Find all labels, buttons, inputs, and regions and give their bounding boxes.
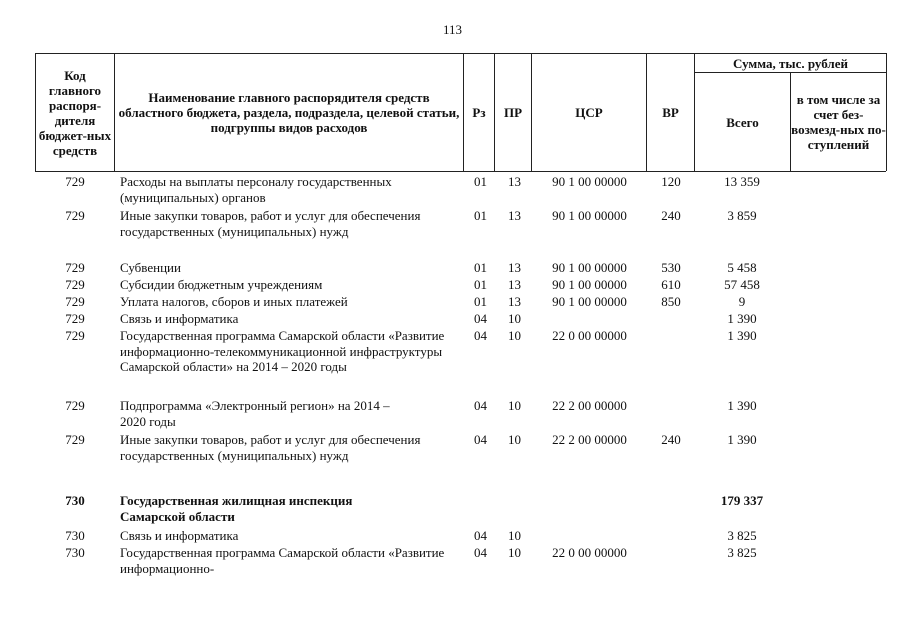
cell-name: Подпрограмма «Электронный регион» на 2014 – 2020 годы	[120, 398, 390, 429]
cell-vr: 240	[661, 432, 681, 447]
header-sum: Сумма, тыс. рублей	[733, 55, 848, 71]
cell-rz: 04	[474, 432, 487, 447]
cell-name: Расходы на выплаты персоналу государственных (муниципальных) органов	[120, 174, 392, 205]
cell-code: 729	[65, 277, 85, 292]
cell-total: 1 390	[727, 432, 757, 447]
cell-csr: 90 1 00 00000	[552, 208, 627, 223]
col-border-right	[886, 53, 887, 171]
cell-total: 1 390	[727, 398, 757, 413]
cell-pr: 10	[508, 311, 521, 326]
cell-total: 179 337	[720, 493, 764, 508]
cell-rz: 01	[474, 294, 487, 309]
header-pr: ПР	[503, 105, 523, 120]
header-csr: ЦСР	[575, 105, 603, 120]
cell-total: 3 825	[727, 528, 757, 543]
header-rz: Рз	[472, 105, 486, 120]
cell-csr: 22 0 00 00000	[552, 328, 627, 343]
col-border-left	[35, 53, 36, 171]
cell-vr: 610	[661, 277, 681, 292]
cell-pr: 13	[508, 260, 521, 275]
cell-csr: 22 2 00 00000	[552, 432, 627, 447]
cell-code: 729	[65, 174, 85, 189]
cell-vr: 530	[661, 260, 681, 275]
cell-rz: 01	[474, 208, 487, 223]
header-name: Наименование главного распорядителя средств областного бюджета, раздела, подраздела, целевой статьи, подгруппы видов расходов	[118, 90, 460, 135]
cell-code: 730	[65, 528, 85, 543]
cell-name: Иные закупки товаров, работ и услуг для обеспечения государственных (муниципальных) нужд	[120, 432, 421, 463]
cell-csr: 90 1 00 00000	[552, 294, 627, 309]
cell-rz: 01	[474, 277, 487, 292]
page-number: 113	[442, 22, 463, 37]
cell-code: 729	[65, 294, 85, 309]
cell-name: Субвенции	[120, 260, 181, 275]
cell-total: 5 458	[727, 260, 757, 275]
cell-name: Связь и информатика	[120, 528, 239, 543]
cell-rz: 04	[474, 398, 487, 413]
cell-rz: 04	[474, 311, 487, 326]
cell-pr: 13	[508, 294, 521, 309]
cell-rz: 04	[474, 328, 487, 343]
cell-pr: 13	[508, 277, 521, 292]
cell-code: 730	[65, 493, 85, 508]
cell-total: 1 390	[727, 328, 757, 343]
header-bottom-border	[35, 171, 886, 172]
cell-csr: 90 1 00 00000	[552, 174, 627, 189]
cell-vr: 120	[661, 174, 681, 189]
cell-code: 729	[65, 311, 85, 326]
cell-pr: 13	[508, 208, 521, 223]
cell-name: Государственная программа Самарской области «Развитие информационно-	[120, 545, 445, 576]
cell-code: 729	[65, 432, 85, 447]
cell-code: 730	[65, 545, 85, 560]
cell-code: 729	[65, 398, 85, 413]
cell-total: 3 825	[727, 545, 757, 560]
cell-name: Уплата налогов, сборов и иных платежей	[120, 294, 348, 309]
cell-total: 9	[738, 294, 746, 309]
cell-csr: 90 1 00 00000	[552, 277, 627, 292]
col-border-code	[114, 53, 115, 171]
header-vr: ВР	[662, 105, 679, 120]
header-total: Всего	[726, 114, 759, 130]
header-gratis: в том числе за счет без-возмезд-ных по-ступлений	[791, 92, 886, 152]
cell-total: 57 458	[724, 277, 760, 292]
cell-code: 729	[65, 328, 85, 343]
cell-rz: 04	[474, 545, 487, 560]
cell-name: Субсидии бюджетным учреждениям	[120, 277, 323, 292]
cell-total: 1 390	[727, 311, 757, 326]
cell-code: 729	[65, 208, 85, 223]
cell-rz: 04	[474, 528, 487, 543]
cell-csr: 90 1 00 00000	[552, 260, 627, 275]
cell-total: 13 359	[724, 174, 760, 189]
cell-code: 729	[65, 260, 85, 275]
cell-rz: 01	[474, 260, 487, 275]
cell-pr: 10	[508, 328, 521, 343]
cell-pr: 10	[508, 432, 521, 447]
cell-pr: 10	[508, 528, 521, 543]
cell-name: Государственная жилищная инспекция Самарской области	[120, 493, 353, 524]
cell-pr: 13	[508, 174, 521, 189]
cell-vr: 850	[661, 294, 681, 309]
cell-pr: 10	[508, 398, 521, 413]
cell-csr: 22 0 00 00000	[552, 545, 627, 560]
cell-total: 3 859	[727, 208, 757, 223]
cell-pr: 10	[508, 545, 521, 560]
cell-name: Связь и информатика	[120, 311, 239, 326]
cell-rz: 01	[474, 174, 487, 189]
cell-name: Иные закупки товаров, работ и услуг для обеспечения государственных (муниципальных) нужд	[120, 208, 421, 239]
cell-name: Государственная программа Самарской области «Развитие информационно-телекоммуникационной инфраструктуры Самарской области» на 2014 – 2020 годы	[120, 328, 445, 374]
header-code: Код главного распоря-дителя бюджет-ных средств	[38, 67, 112, 158]
cell-csr: 22 2 00 00000	[552, 398, 627, 413]
cell-vr: 240	[661, 208, 681, 223]
